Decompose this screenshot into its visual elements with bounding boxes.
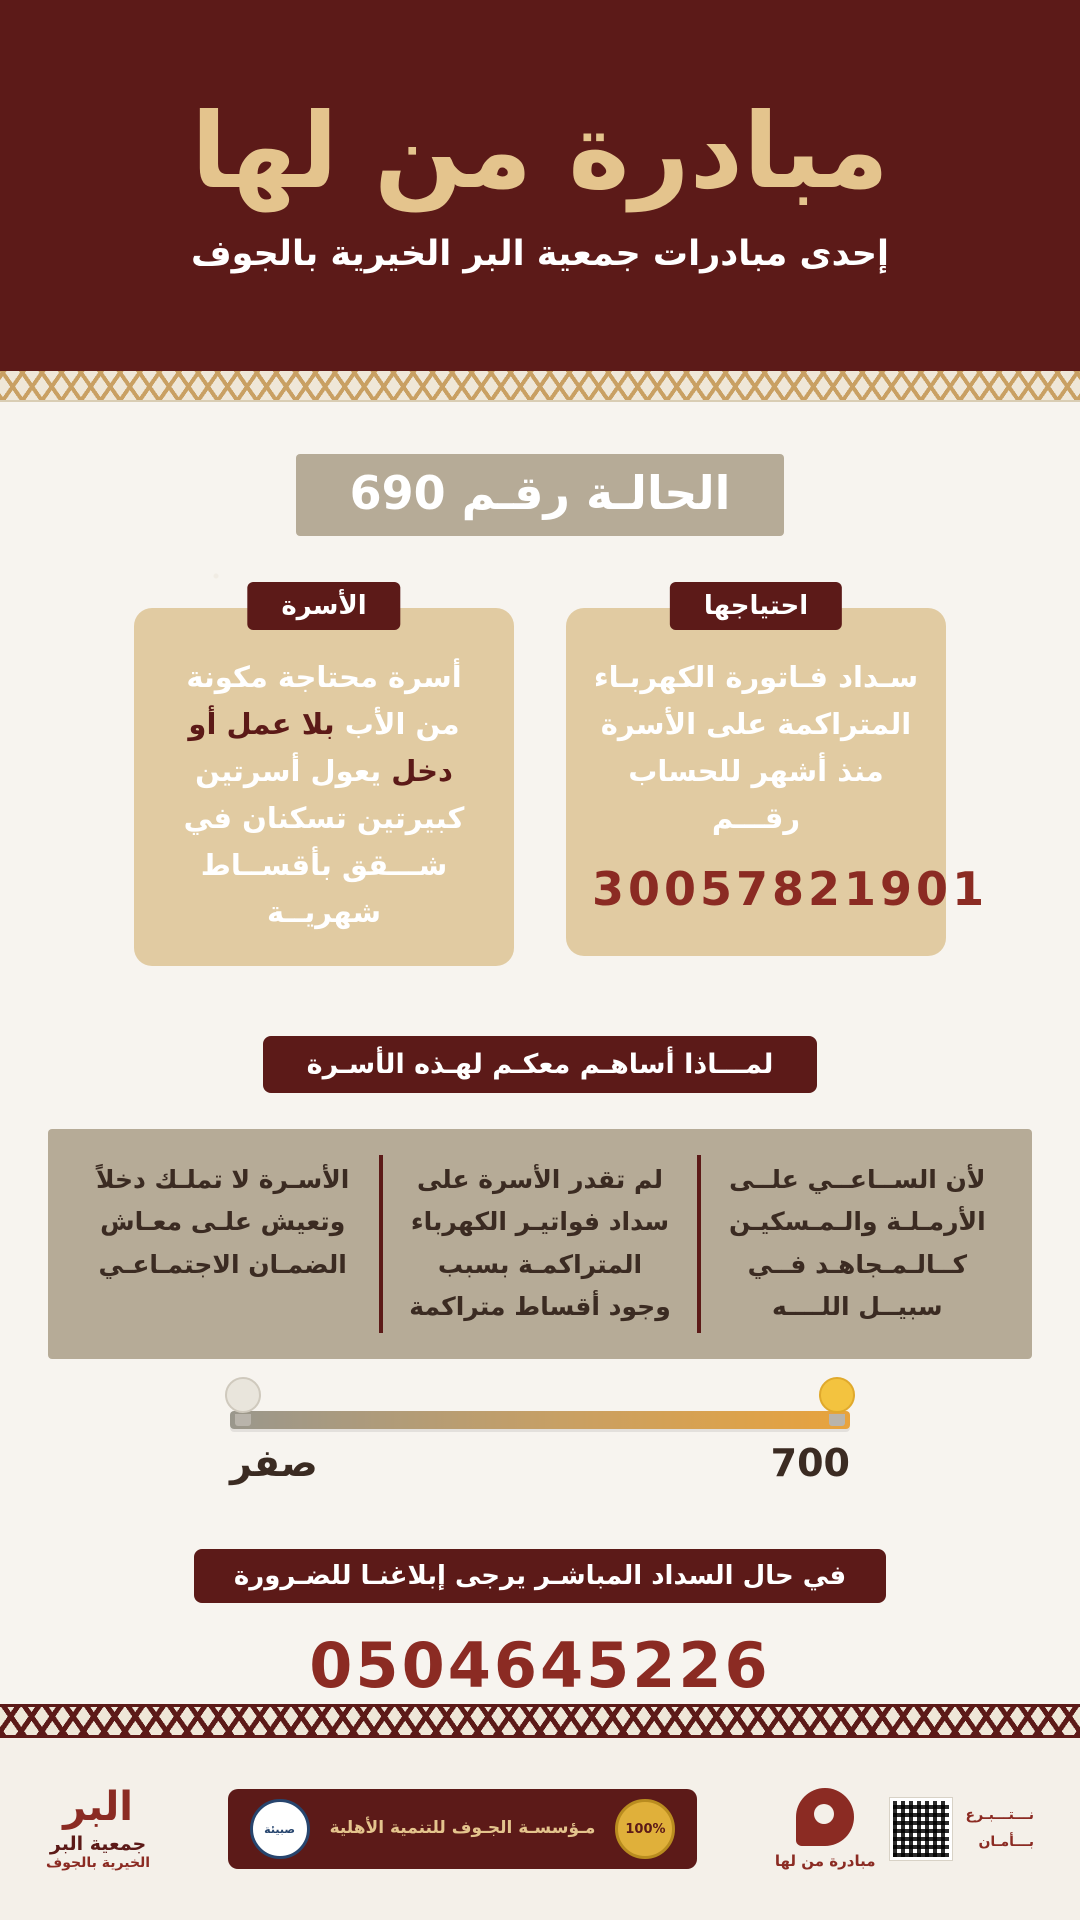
decorative-ribbon-top	[0, 368, 1080, 402]
qr-caption	[966, 1802, 1034, 1855]
case-badge-row	[0, 454, 1080, 536]
quality-seal-icon: 100%	[615, 1799, 675, 1859]
card-need-body	[566, 608, 989, 956]
contact-phone[interactable]: 0504645226	[309, 1628, 771, 1702]
progress-max-label: 700	[770, 1440, 850, 1485]
poster-footer	[0, 1738, 1080, 1920]
association-mark-icon: البر	[63, 1784, 134, 1830]
why-banner: لمـــاذا أساهـم معكـم لهـذه الأسـرة	[263, 1036, 818, 1093]
decorative-ribbon-bottom	[0, 1704, 1080, 1738]
card-family-highlight: بلا عمل أو دخل	[188, 706, 453, 788]
why-banner-row	[0, 1036, 1080, 1093]
initiative-mark-icon	[796, 1788, 854, 1846]
card-need	[566, 591, 989, 966]
card-need-text: سـداد فـاتورة الكهربـاء المتراكمة على الأسرة منذ أشهر للحساب رقـــم	[593, 660, 919, 835]
card-family-label: الأسرة	[247, 582, 400, 630]
bulb-lit-icon	[816, 1377, 858, 1429]
card-family-body	[134, 608, 514, 966]
footer-seals-group	[228, 1789, 698, 1869]
qr-caption-line2: بـــأمـان	[978, 1834, 1034, 1850]
initiative-logo-label: مبادرة من لها	[774, 1852, 876, 1870]
card-family-text-1: أسرة محتاجة مكونة من الأب	[186, 660, 462, 741]
association-subtitle: الخيرية بالجوف	[46, 1855, 151, 1871]
list-item: لم تقدر الأسرة على سداد فواتيـر الكهرباء المتراكمـة بسبب وجود أقساط متراكمة	[383, 1155, 700, 1333]
qr-code-icon[interactable]	[890, 1798, 952, 1860]
status-badge: الحالـة رقـم 690	[296, 454, 785, 536]
progress-bar	[230, 1411, 850, 1429]
direct-payment-banner: في حال السداد المباشـر يرجى إبلاغنـا للضـرورة	[194, 1549, 886, 1603]
direct-payment-row	[0, 1549, 1080, 1603]
account-number: 30057821901	[592, 861, 989, 916]
card-need-label: احتياجها	[670, 582, 842, 630]
bulb-unlit-icon	[222, 1377, 264, 1429]
association-name: جمعية البر	[49, 1833, 147, 1855]
foundation-script-label: مـؤسسـة الجـوف للتنمية الأهلية	[329, 1818, 596, 1839]
association-logo	[46, 1784, 151, 1871]
progress-min-label: صفر	[230, 1440, 318, 1485]
list-item: الأسـرة لا تملـك دخلاً وتعيش علـى معـاش الضمـان الاجتمـاعـي	[66, 1155, 383, 1333]
card-family	[134, 591, 514, 966]
donation-progress	[0, 1411, 1080, 1485]
info-cards	[0, 591, 1080, 966]
verified-seal-icon: صبيئة	[250, 1799, 310, 1859]
poster-header	[0, 0, 1080, 368]
qr-caption-line1: نـــتـــبـرع	[965, 1807, 1034, 1824]
header-subtitle: إحدى مبادرات جمعية البر الخيرية بالجوف	[190, 234, 890, 275]
initiative-logo	[775, 1788, 876, 1870]
reasons-list	[48, 1129, 1032, 1359]
footer-left-group	[775, 1788, 1034, 1870]
page-title: مبادرة من لها	[191, 89, 889, 212]
decorative-ribbon-bottom-wrap	[0, 1704, 1080, 1738]
list-item: لأن الســاعــي علــى الأرمـلـة والـمـسكيـن كــالـمـجاهـد فــي سبيــل اللــــه	[728, 1164, 986, 1322]
card-family-text-2: يعول أسرتين كبيرتين تسكنان في شـــقق بأقســاط شهريــة	[183, 753, 465, 929]
